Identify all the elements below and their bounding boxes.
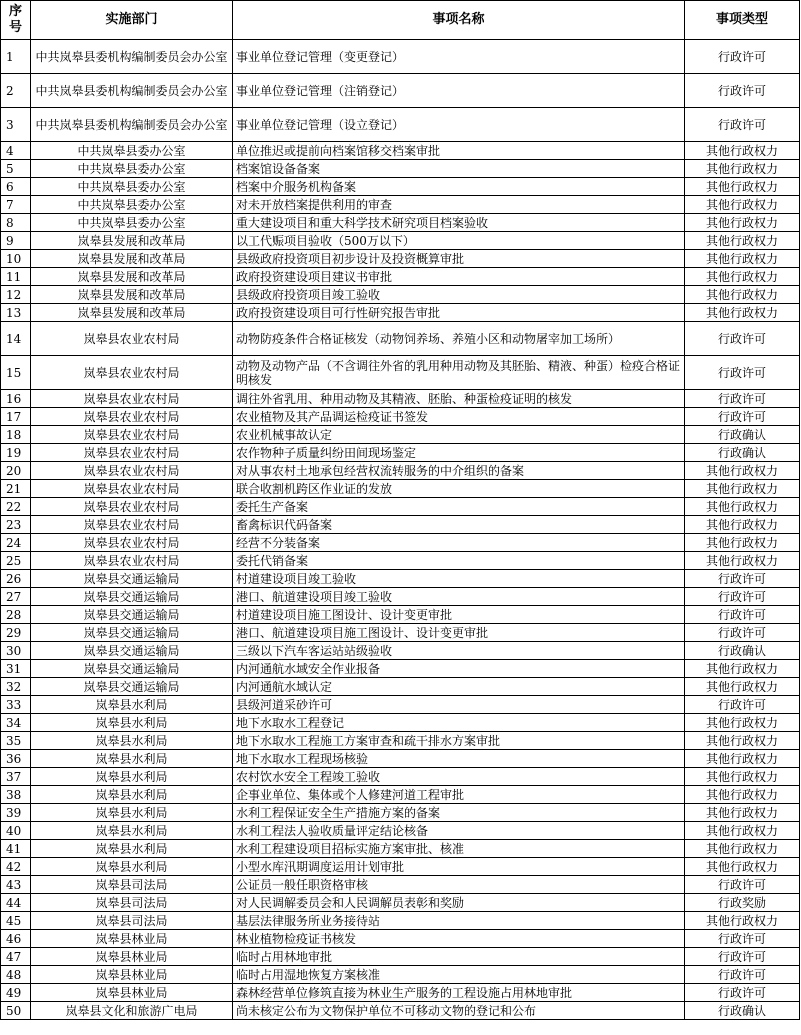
row-department: 岚皋县水利局 <box>31 714 233 732</box>
row-department: 中共岚皋县委办公室 <box>31 178 233 196</box>
table-body <box>1 40 800 1020</box>
row-department: 岚皋县林业局 <box>31 984 233 1002</box>
table-row <box>1 588 800 606</box>
row-item-name: 农业机械事故认定 <box>233 426 685 444</box>
row-item-name: 事业单位登记管理（设立登记） <box>233 108 685 142</box>
row-item-name: 政府投资建设项目建议书审批 <box>233 268 685 286</box>
row-item-name: 农村饮水安全工程竣工验收 <box>233 768 685 786</box>
row-department: 中共岚皋县委办公室 <box>31 214 233 232</box>
table-row <box>1 750 800 768</box>
table-row <box>1 930 800 948</box>
row-item-name: 动物防疫条件合格证核发（动物饲养场、养殖小区和动物屠宰加工场所） <box>233 322 685 356</box>
row-item-type: 其他行政权力 <box>685 160 800 178</box>
row-department: 岚皋县农业农村局 <box>31 552 233 570</box>
row-seq: 39 <box>1 804 31 822</box>
row-item-type: 行政确认 <box>685 444 800 462</box>
table-row <box>1 804 800 822</box>
row-item-name: 地下水取水工程现场核验 <box>233 750 685 768</box>
row-item-type: 其他行政权力 <box>685 678 800 696</box>
table-row <box>1 840 800 858</box>
table-row <box>1 444 800 462</box>
row-department: 岚皋县发展和改革局 <box>31 268 233 286</box>
table-row <box>1 552 800 570</box>
row-department: 岚皋县交通运输局 <box>31 678 233 696</box>
row-item-name: 委托代销备案 <box>233 552 685 570</box>
row-seq: 30 <box>1 642 31 660</box>
row-item-type: 其他行政权力 <box>685 768 800 786</box>
row-item-name: 基层法律服务所业务接待站 <box>233 912 685 930</box>
row-department: 岚皋县农业农村局 <box>31 498 233 516</box>
table-row <box>1 322 800 356</box>
row-department: 岚皋县交通运输局 <box>31 588 233 606</box>
row-item-type: 其他行政权力 <box>685 250 800 268</box>
table-row <box>1 408 800 426</box>
header-item-type: 事项类型 <box>685 1 800 40</box>
row-department: 岚皋县司法局 <box>31 912 233 930</box>
row-item-type: 其他行政权力 <box>685 196 800 214</box>
row-item-name: 以工代赈项目验收（500万以下） <box>233 232 685 250</box>
row-item-name: 公证员一般任职资格审核 <box>233 876 685 894</box>
row-seq: 5 <box>1 160 31 178</box>
row-item-type: 行政许可 <box>685 390 800 408</box>
row-seq: 19 <box>1 444 31 462</box>
row-department: 岚皋县水利局 <box>31 732 233 750</box>
table-row <box>1 768 800 786</box>
row-item-name: 事业单位登记管理（变更登记） <box>233 40 685 74</box>
row-department: 岚皋县交通运输局 <box>31 606 233 624</box>
row-department: 中共岚皋县委机构编制委员会办公室 <box>31 108 233 142</box>
row-department: 岚皋县发展和改革局 <box>31 250 233 268</box>
row-item-name: 动物及动物产品（不含调往外省的乳用种用动物及其胚胎、精液、种蛋）检疫合格证明核发 <box>233 356 685 390</box>
row-item-type: 其他行政权力 <box>685 840 800 858</box>
row-seq: 3 <box>1 108 31 142</box>
row-department: 岚皋县农业农村局 <box>31 322 233 356</box>
row-item-name: 水利工程法人验收质量评定结论核备 <box>233 822 685 840</box>
row-item-type: 行政确认 <box>685 642 800 660</box>
row-item-type: 行政许可 <box>685 984 800 1002</box>
row-department: 岚皋县交通运输局 <box>31 660 233 678</box>
table-row <box>1 624 800 642</box>
table-row <box>1 1002 800 1020</box>
row-seq: 31 <box>1 660 31 678</box>
row-item-name: 政府投资建设项目可行性研究报告审批 <box>233 304 685 322</box>
row-item-name: 森林经营单位修筑直接为林业生产服务的工程设施占用林地审批 <box>233 984 685 1002</box>
table-row <box>1 876 800 894</box>
row-item-name: 农作物种子质量纠纷田间现场鉴定 <box>233 444 685 462</box>
row-item-name: 对人民调解委员会和人民调解员表彰和奖励 <box>233 894 685 912</box>
row-item-type: 行政许可 <box>685 74 800 108</box>
row-department: 岚皋县文化和旅游广电局 <box>31 1002 233 1020</box>
row-department: 中共岚皋县委办公室 <box>31 196 233 214</box>
row-item-name: 畜禽标识代码备案 <box>233 516 685 534</box>
table-row <box>1 498 800 516</box>
row-seq: 13 <box>1 304 31 322</box>
row-item-type: 其他行政权力 <box>685 660 800 678</box>
row-item-name: 水利工程建设项目招标实施方案审批、核准 <box>233 840 685 858</box>
row-seq: 9 <box>1 232 31 250</box>
row-seq: 40 <box>1 822 31 840</box>
table-row <box>1 714 800 732</box>
row-seq: 26 <box>1 570 31 588</box>
row-seq: 49 <box>1 984 31 1002</box>
row-department: 中共岚皋县委办公室 <box>31 160 233 178</box>
row-seq: 41 <box>1 840 31 858</box>
row-seq: 16 <box>1 390 31 408</box>
row-item-type: 行政许可 <box>685 570 800 588</box>
row-item-name: 县级河道采砂许可 <box>233 696 685 714</box>
row-item-type: 行政奖励 <box>685 894 800 912</box>
row-department: 岚皋县交通运输局 <box>31 642 233 660</box>
row-seq: 8 <box>1 214 31 232</box>
table-row <box>1 214 800 232</box>
row-item-type: 行政许可 <box>685 948 800 966</box>
row-seq: 48 <box>1 966 31 984</box>
row-item-type: 其他行政权力 <box>685 480 800 498</box>
row-item-type: 其他行政权力 <box>685 714 800 732</box>
row-department: 岚皋县交通运输局 <box>31 570 233 588</box>
table-row <box>1 356 800 390</box>
row-department: 岚皋县水利局 <box>31 858 233 876</box>
row-department: 岚皋县水利局 <box>31 696 233 714</box>
table-row <box>1 858 800 876</box>
row-item-name: 委托生产备案 <box>233 498 685 516</box>
row-seq: 4 <box>1 142 31 160</box>
table-row <box>1 660 800 678</box>
table-row <box>1 732 800 750</box>
header-department: 实施部门 <box>31 1 233 40</box>
row-department: 岚皋县农业农村局 <box>31 534 233 552</box>
row-seq: 29 <box>1 624 31 642</box>
table-row <box>1 606 800 624</box>
row-department: 岚皋县交通运输局 <box>31 624 233 642</box>
row-seq: 32 <box>1 678 31 696</box>
row-item-type: 其他行政权力 <box>685 732 800 750</box>
row-department: 中共岚皋县委办公室 <box>31 142 233 160</box>
row-item-name: 农业植物及其产品调运检疫证书签发 <box>233 408 685 426</box>
row-item-type: 行政许可 <box>685 40 800 74</box>
row-item-name: 村道建设项目施工图设计、设计变更审批 <box>233 606 685 624</box>
row-item-type: 其他行政权力 <box>685 214 800 232</box>
table-row <box>1 286 800 304</box>
row-item-name: 小型水库汛期调度运用计划审批 <box>233 858 685 876</box>
row-item-type: 行政许可 <box>685 408 800 426</box>
row-seq: 14 <box>1 322 31 356</box>
table-row <box>1 678 800 696</box>
row-item-name: 对未开放档案提供利用的审查 <box>233 196 685 214</box>
row-item-type: 其他行政权力 <box>685 498 800 516</box>
row-seq: 1 <box>1 40 31 74</box>
row-item-name: 经营不分装备案 <box>233 534 685 552</box>
row-item-type: 其他行政权力 <box>685 142 800 160</box>
row-seq: 28 <box>1 606 31 624</box>
row-item-type: 其他行政权力 <box>685 534 800 552</box>
row-item-type: 其他行政权力 <box>685 804 800 822</box>
row-seq: 2 <box>1 74 31 108</box>
row-item-type: 行政许可 <box>685 108 800 142</box>
table-row <box>1 268 800 286</box>
row-seq: 37 <box>1 768 31 786</box>
table-row <box>1 108 800 142</box>
row-department: 岚皋县水利局 <box>31 840 233 858</box>
row-seq: 20 <box>1 462 31 480</box>
table-row <box>1 196 800 214</box>
row-item-type: 行政许可 <box>685 966 800 984</box>
row-item-type: 行政许可 <box>685 356 800 390</box>
row-item-type: 行政确认 <box>685 426 800 444</box>
table-row <box>1 894 800 912</box>
row-department: 中共岚皋县委机构编制委员会办公室 <box>31 40 233 74</box>
row-item-name: 内河通航水域认定 <box>233 678 685 696</box>
row-seq: 15 <box>1 356 31 390</box>
table-row <box>1 462 800 480</box>
row-seq: 47 <box>1 948 31 966</box>
row-item-name: 县级政府投资项目初步设计及投资概算审批 <box>233 250 685 268</box>
table-row <box>1 966 800 984</box>
row-item-type: 行政确认 <box>685 1002 800 1020</box>
table-row <box>1 480 800 498</box>
row-item-type: 其他行政权力 <box>685 552 800 570</box>
row-department: 岚皋县水利局 <box>31 750 233 768</box>
row-item-name: 地下水取水工程登记 <box>233 714 685 732</box>
row-item-name: 临时占用林地审批 <box>233 948 685 966</box>
header-item-name: 事项名称 <box>233 1 685 40</box>
row-item-name: 对从事农村土地承包经营权流转服务的中介组织的备案 <box>233 462 685 480</box>
row-item-name: 企事业单位、集体或个人修建河道工程审批 <box>233 786 685 804</box>
table-row <box>1 250 800 268</box>
row-department: 岚皋县水利局 <box>31 822 233 840</box>
row-item-name: 港口、航道建设项目竣工验收 <box>233 588 685 606</box>
row-seq: 18 <box>1 426 31 444</box>
row-item-type: 其他行政权力 <box>685 858 800 876</box>
row-seq: 50 <box>1 1002 31 1020</box>
row-item-name: 事业单位登记管理（注销登记） <box>233 74 685 108</box>
row-item-name: 联合收割机跨区作业证的发放 <box>233 480 685 498</box>
table-row <box>1 984 800 1002</box>
table-row <box>1 390 800 408</box>
row-seq: 25 <box>1 552 31 570</box>
table-row <box>1 426 800 444</box>
table-row <box>1 178 800 196</box>
row-item-type: 行政许可 <box>685 696 800 714</box>
table-row <box>1 142 800 160</box>
row-seq: 10 <box>1 250 31 268</box>
row-item-type: 其他行政权力 <box>685 822 800 840</box>
row-department: 岚皋县司法局 <box>31 894 233 912</box>
row-seq: 22 <box>1 498 31 516</box>
row-item-name: 尚未核定公布为文物保护单位不可移动文物的登记和公布 <box>233 1002 685 1020</box>
row-item-name: 水利工程保证安全生产措施方案的备案 <box>233 804 685 822</box>
row-item-type: 行政许可 <box>685 588 800 606</box>
table-row <box>1 40 800 74</box>
row-seq: 11 <box>1 268 31 286</box>
row-department: 岚皋县水利局 <box>31 804 233 822</box>
row-department: 岚皋县农业农村局 <box>31 516 233 534</box>
row-department: 岚皋县林业局 <box>31 966 233 984</box>
row-seq: 42 <box>1 858 31 876</box>
row-item-type: 其他行政权力 <box>685 516 800 534</box>
row-item-type: 行政许可 <box>685 322 800 356</box>
row-seq: 35 <box>1 732 31 750</box>
row-item-type: 其他行政权力 <box>685 912 800 930</box>
row-department: 岚皋县水利局 <box>31 786 233 804</box>
row-department: 岚皋县农业农村局 <box>31 462 233 480</box>
table-row <box>1 822 800 840</box>
row-seq: 24 <box>1 534 31 552</box>
row-item-name: 临时占用湿地恢复方案核准 <box>233 966 685 984</box>
row-seq: 43 <box>1 876 31 894</box>
table-row <box>1 160 800 178</box>
row-item-type: 行政许可 <box>685 876 800 894</box>
row-department: 岚皋县农业农村局 <box>31 390 233 408</box>
row-department: 岚皋县农业农村局 <box>31 444 233 462</box>
row-department: 岚皋县发展和改革局 <box>31 232 233 250</box>
row-seq: 21 <box>1 480 31 498</box>
row-seq: 6 <box>1 178 31 196</box>
row-seq: 34 <box>1 714 31 732</box>
table-row <box>1 642 800 660</box>
row-department: 岚皋县司法局 <box>31 876 233 894</box>
row-item-type: 其他行政权力 <box>685 750 800 768</box>
row-seq: 36 <box>1 750 31 768</box>
row-item-name: 三级以下汽车客运站站级验收 <box>233 642 685 660</box>
row-item-name: 档案中介服务机构备案 <box>233 178 685 196</box>
row-seq: 45 <box>1 912 31 930</box>
row-item-type: 其他行政权力 <box>685 268 800 286</box>
row-item-type: 行政许可 <box>685 930 800 948</box>
row-item-type: 行政许可 <box>685 606 800 624</box>
row-department: 岚皋县发展和改革局 <box>31 304 233 322</box>
row-item-name: 档案馆设备备案 <box>233 160 685 178</box>
row-seq: 12 <box>1 286 31 304</box>
table-row <box>1 534 800 552</box>
row-item-name: 县级政府投资项目竣工验收 <box>233 286 685 304</box>
row-item-name: 林业植物检疫证书核发 <box>233 930 685 948</box>
row-department: 岚皋县农业农村局 <box>31 480 233 498</box>
row-item-type: 其他行政权力 <box>685 286 800 304</box>
row-department: 岚皋县发展和改革局 <box>31 286 233 304</box>
row-item-type: 其他行政权力 <box>685 232 800 250</box>
row-seq: 7 <box>1 196 31 214</box>
table-row <box>1 696 800 714</box>
row-seq: 23 <box>1 516 31 534</box>
row-item-type: 其他行政权力 <box>685 178 800 196</box>
row-seq: 46 <box>1 930 31 948</box>
row-item-type: 其他行政权力 <box>685 786 800 804</box>
row-item-type: 其他行政权力 <box>685 462 800 480</box>
row-item-name: 地下水取水工程施工方案审查和疏干排水方案审批 <box>233 732 685 750</box>
row-seq: 44 <box>1 894 31 912</box>
row-department: 岚皋县农业农村局 <box>31 426 233 444</box>
row-seq: 38 <box>1 786 31 804</box>
row-department: 岚皋县林业局 <box>31 930 233 948</box>
row-department: 岚皋县农业农村局 <box>31 408 233 426</box>
header-seq: 序号 <box>1 1 31 40</box>
table-row <box>1 74 800 108</box>
row-item-name: 重大建设项目和重大科学技术研究项目档案验收 <box>233 214 685 232</box>
table-row <box>1 570 800 588</box>
table-row <box>1 948 800 966</box>
row-seq: 17 <box>1 408 31 426</box>
row-department: 岚皋县林业局 <box>31 948 233 966</box>
table-row <box>1 786 800 804</box>
row-item-type: 其他行政权力 <box>685 304 800 322</box>
row-item-name: 村道建设项目竣工验收 <box>233 570 685 588</box>
row-item-type: 行政许可 <box>685 624 800 642</box>
row-seq: 33 <box>1 696 31 714</box>
table-row <box>1 912 800 930</box>
row-seq: 27 <box>1 588 31 606</box>
table-row <box>1 304 800 322</box>
row-item-name: 港口、航道建设项目施工图设计、设计变更审批 <box>233 624 685 642</box>
row-item-name: 单位推迟或提前向档案馆移交档案审批 <box>233 142 685 160</box>
row-item-name: 内河通航水域安全作业报备 <box>233 660 685 678</box>
table-header-row <box>1 1 800 40</box>
table-row <box>1 516 800 534</box>
row-department: 岚皋县农业农村局 <box>31 356 233 390</box>
row-department: 岚皋县水利局 <box>31 768 233 786</box>
table-row <box>1 232 800 250</box>
row-department: 中共岚皋县委机构编制委员会办公室 <box>31 74 233 108</box>
row-item-name: 调往外省乳用、种用动物及其精液、胚胎、种蛋检疫证明的核发 <box>233 390 685 408</box>
